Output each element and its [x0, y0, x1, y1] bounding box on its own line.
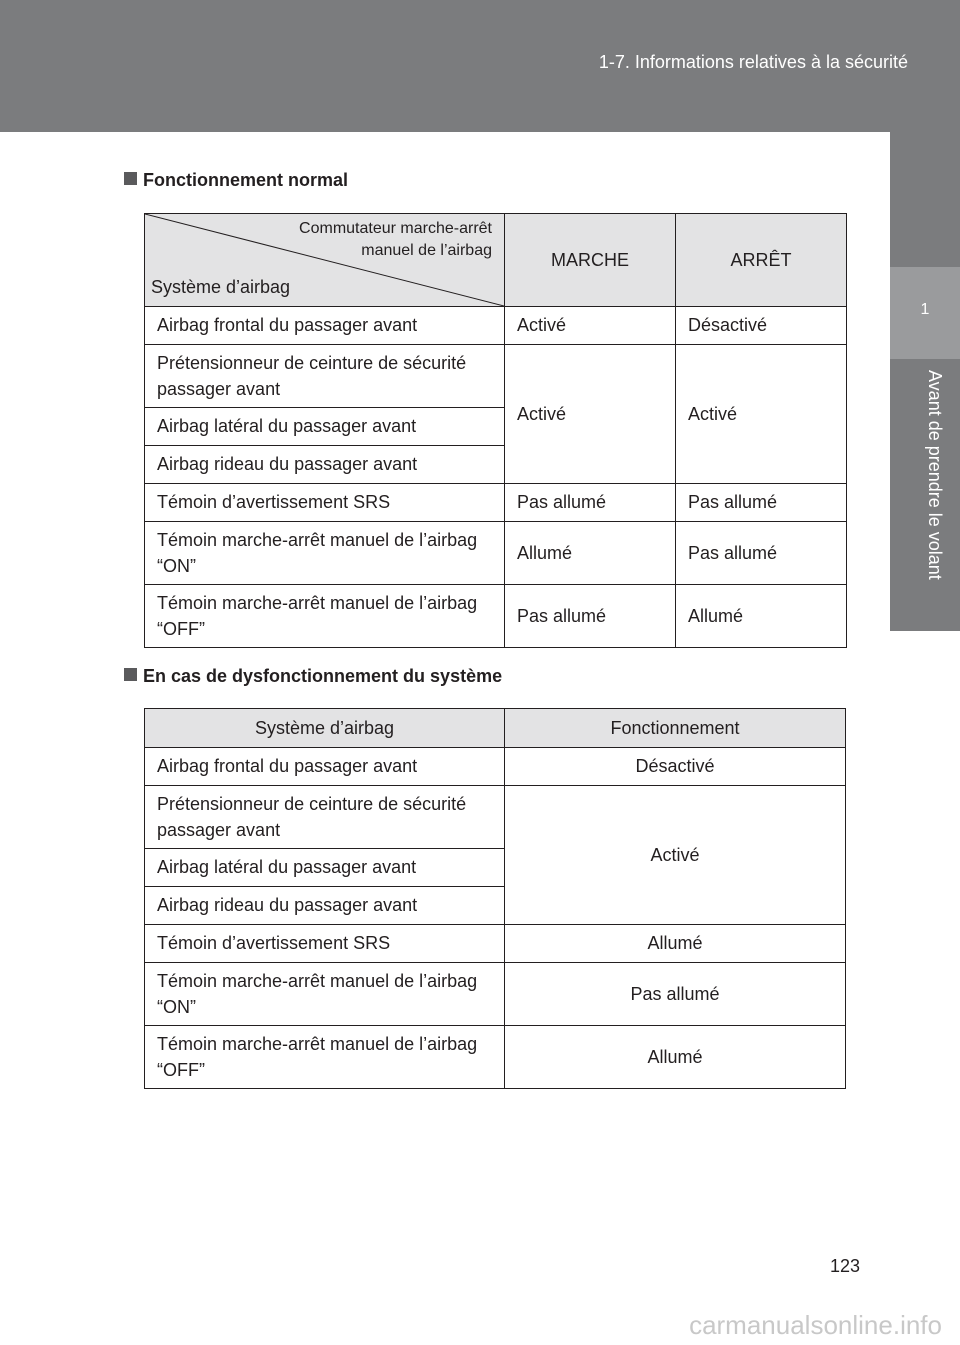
table-row: [145, 963, 846, 1026]
sidebar-tab-top: [890, 132, 960, 267]
chapter-number-tab: [890, 267, 960, 359]
column-header-system: Système d’airbag: [145, 709, 505, 748]
cell-off: Pas allumé: [676, 484, 847, 522]
row-label: Prétensionneur de ceinture de sécurité passager avant: [145, 345, 505, 408]
normal-operation-table: [144, 213, 847, 648]
column-header-on: MARCHE: [505, 214, 676, 307]
square-bullet-icon: [124, 172, 137, 185]
heading-malfunction: En cas de dysfonctionnement du système: [124, 666, 502, 687]
cell-on: Activé: [505, 307, 676, 345]
cell-off: Allumé: [676, 585, 847, 648]
cell-value: Désactivé: [505, 748, 846, 786]
square-bullet-icon: [124, 668, 137, 681]
cell-on: Pas allumé: [505, 585, 676, 648]
column-header-off: ARRÊT: [676, 214, 847, 307]
cell-off: Activé: [676, 345, 847, 484]
corner-top-line1: Commutateur marche-arrêt: [299, 220, 492, 237]
cell-off: Pas allumé: [676, 522, 847, 585]
page-header-bar: [0, 0, 960, 132]
cell-value: Allumé: [505, 925, 846, 963]
row-label: Airbag rideau du passager avant: [145, 446, 505, 484]
cell-value: Allumé: [505, 1026, 846, 1089]
row-label: Airbag frontal du passager avant: [145, 307, 505, 345]
row-label: Airbag latéral du passager avant: [145, 849, 505, 887]
cell-off: Désactivé: [676, 307, 847, 345]
page-number: 123: [830, 1256, 861, 1276]
chapter-title: Avant de prendre le volant: [925, 370, 945, 580]
row-label: Airbag latéral du passager avant: [145, 408, 505, 446]
table-row: [145, 925, 846, 963]
column-header-function: Fonctionnement: [505, 709, 846, 748]
cell-value: Activé: [505, 786, 846, 925]
row-label: Airbag rideau du passager avant: [145, 887, 505, 925]
table-row: [145, 585, 847, 648]
row-label: Prétensionneur de ceinture de sécurité passager avant: [145, 786, 505, 849]
chapter-number: 1: [920, 301, 930, 318]
watermark: carmanualsonline.info: [689, 1310, 942, 1340]
corner-bottom-label: Système d’airbag: [151, 277, 291, 297]
row-label: Témoin marche-arrêt manuel de l’airbag “OFF”: [145, 585, 505, 648]
cell-on: Pas allumé: [505, 484, 676, 522]
table-row: [145, 1026, 846, 1089]
table-row: [145, 484, 847, 522]
corner-top-line2: manuel de l’airbag: [361, 242, 492, 259]
heading-normal-operation: Fonctionnement normal: [124, 170, 348, 191]
section-title: 1-7. Informations relatives à la sécurité: [598, 52, 908, 72]
row-label: Témoin d’avertissement SRS: [145, 484, 505, 522]
row-label: Témoin marche-arrêt manuel de l’airbag “ON”: [145, 963, 505, 1026]
row-label: Témoin marche-arrêt manuel de l’airbag “OFF”: [145, 1026, 505, 1089]
table-row: [145, 786, 846, 849]
cell-on: Activé: [505, 345, 676, 484]
cell-value: Pas allumé: [505, 963, 846, 1026]
table-row: [145, 345, 847, 408]
row-label: Témoin marche-arrêt manuel de l’airbag “ON”: [145, 522, 505, 585]
table-row: [145, 748, 846, 786]
table-corner-header: [145, 214, 505, 307]
row-label: Témoin d’avertissement SRS: [145, 925, 505, 963]
table-row: [145, 522, 847, 585]
table-row: [145, 307, 847, 345]
malfunction-table: [144, 708, 846, 1089]
cell-on: Allumé: [505, 522, 676, 585]
row-label: Airbag frontal du passager avant: [145, 748, 505, 786]
